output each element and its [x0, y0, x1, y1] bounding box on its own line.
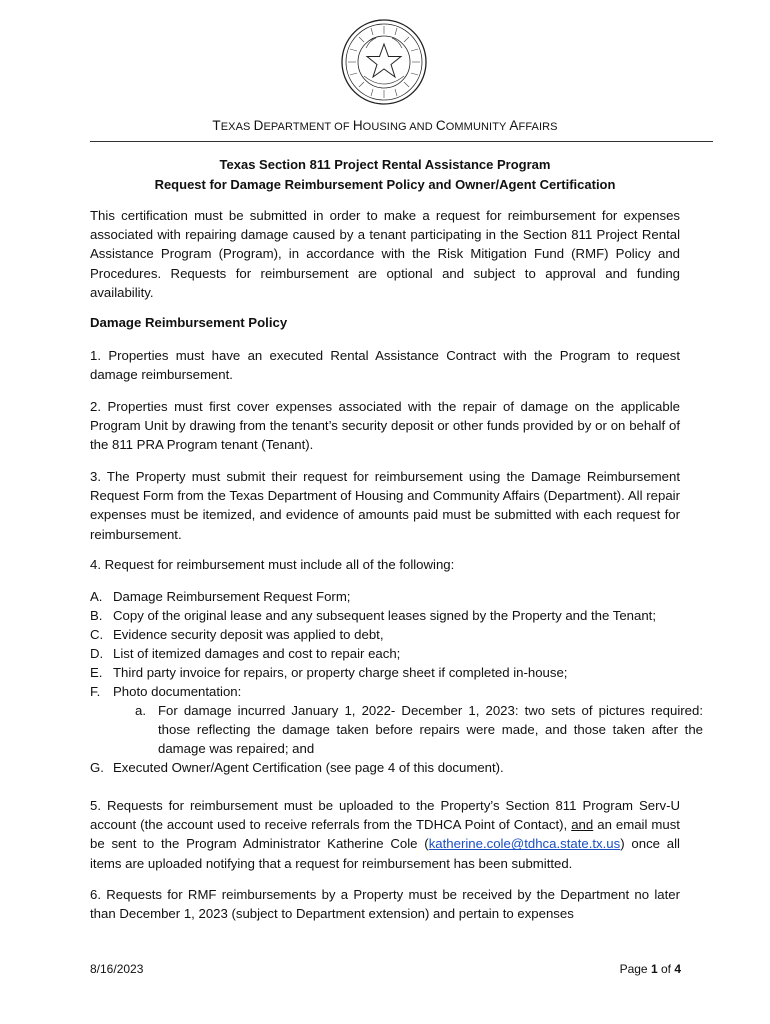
requirements-list: [90, 587, 703, 777]
policy-item-5: 5. Requests for reimbursement must be uploaded to the Property’s Section 811 Program Serv-U account (the account used to receive referrals from the TDHCA Point of Contact), and an email must be sent to the Program Administrator Katherine Cole (katherine.cole@tdhca.state.tx.us) once all items are uploaded notifying that a request for reimbursement has been submitted.: [90, 798, 680, 871]
policy-item-3: 3. The Property must submit their request for reimbursement using the Damage Reimbursement Request Form from the Texas Department of Housing and Community Affairs (Department). All repair expenses must be itemized, and evidence of amounts paid must be submitted with each request for reimbursement.: [90, 469, 680, 542]
underlined-and: and: [571, 817, 594, 833]
intro-paragraph: This certification must be submitted in order to make a request for reimbursement for expenses associated with repairing damage caused by a tenant participating in the Section 811 Project Rental Assistance Program (Program), in accordance with the Risk Mitigation Fund (RMF) Policy and Procedures. Requests for reimbursement are optional and subject to approval and funding availability.: [90, 208, 680, 300]
list-item: E. Third party invoice for repairs, or property charge sheet if completed in-house;: [90, 665, 568, 680]
footer-page-number: Page 1 of 4: [619, 962, 681, 976]
agency-name: TEXAS DEPARTMENT OF HOUSING AND COMMUNITY AFFAIRS: [212, 118, 558, 133]
email-link[interactable]: katherine.cole@tdhca.state.tx.us: [428, 836, 621, 852]
policy-item-6: 6. Requests for RMF reimbursements by a Property must be received by the Department no later than December 1, 2023 (subject to Department extension) and pertain to expenses: [90, 887, 680, 922]
list-item: G. Executed Owner/Agent Certification (see page 4 of this document).: [90, 760, 504, 775]
list-item: B. Copy of the original lease and any subsequent leases signed by the Property and the Tenant;: [90, 608, 657, 623]
header-divider: [90, 141, 713, 142]
footer-date: 8/16/2023: [90, 962, 144, 976]
state-seal-icon: [340, 18, 428, 106]
policy-item-1: 1. Properties must have an executed Rental Assistance Contract with the Program to request damage reimbursement.: [90, 348, 680, 383]
list-item: C. Evidence security deposit was applied to debt,: [90, 627, 384, 642]
policy-item-2: 2. Properties must first cover expenses associated with the repair of damage on the applicable Program Unit by drawing from the tenant’s security deposit or other funds provided by or on behalf of the 811 PRA Program tenant (Tenant).: [90, 399, 680, 453]
list-item: A. Damage Reimbursement Request Form;: [90, 589, 351, 604]
policy-item-4: 4. Request for reimbursement must include all of the following:: [90, 557, 455, 572]
policy-heading: Damage Reimbursement Policy: [90, 315, 288, 330]
document-title: Texas Section 811 Project Rental Assistance Program: [219, 157, 551, 172]
list-subitem: a. For damage incurred January 1, 2022- December 1, 2023: two sets of pictures required: those reflecting the damage taken before repairs were made, and those taken after the damage was repaired; and: [135, 703, 703, 756]
list-item: D. List of itemized damages and cost to repair each;: [90, 646, 401, 661]
list-item: F. Photo documentation:: [90, 684, 242, 699]
document-subtitle: Request for Damage Reimbursement Policy and Owner/Agent Certification: [154, 177, 616, 192]
